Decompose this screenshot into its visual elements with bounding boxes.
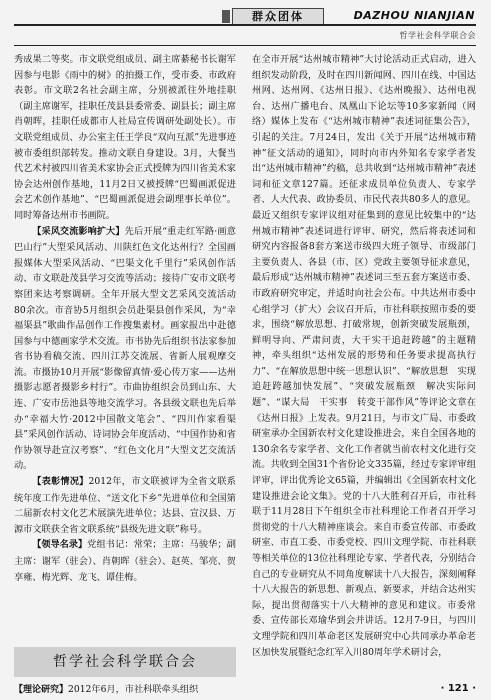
theory-research-line [14,683,236,697]
header-rule-top [14,24,476,26]
section-banner: 哲学社会科学联合会 [14,647,236,677]
awards-text: 2012年，市文联被评为全省文联系统年度工作先进单位、“送文化下乡”先进单位和全国第二届新农村文化艺术展演先进单位；达县、宣汉县、万源市文联获全省文联系统“县级先进文联”称号。 [14,476,236,535]
section-tab: 群众团体 [232,8,324,26]
leaders-text: 党组书记：常荣；主席：马骏华；副主席：谢军（驻会）、肖朝晖（驻会）、赵英、邹亮、贺享雍、梅光辉、龙飞、谭佳梅。 [14,539,236,583]
left-column [14,52,236,642]
exchange-text: 先后开展“重走红军路·画意巴山行”大型采风活动、川陕红色文化达州行？全国画报媒体大型采风活动、“巴渠文化千里行”采风创作活动、市文联赴茂县学习交流等活动；接待广安市文联考察团来达考察调研。全年开展大型文艺采风交流活动80余次。市音协5月组织会员赴渠县创作采风，为“幸福渠县”歌曲作品创作工作搜集素材。画家报出中赴德国参与中德画家学术交流。市书协先后组织书法家参加省书协看稿交流、四川江苏交流展、省新人展观摩交流。市摄协10月开展“影像留真情·爱心传万家——达州摄影志愿者摄影乡村行”。市曲协组织会员到山东、大连、广安市岳池县等地交流学习。各县级文联也先后举办“幸福大竹·2012中国散文笔会”、“四川作家看渠县”采风创作活动、诗词协会年度活动、“中国作协和省作协领导赴宣汉考察”、“红色文化月”大型文艺交流活动。 [14,225,236,472]
left-paragraph-4 [14,537,236,585]
journal-title: DAZHOU NIANJIAN [353,9,475,22]
section-label-awards: 【表彰情况】 [32,477,89,488]
section-label-leaders: 【领导名录】 [32,540,88,551]
page-number: · 121 · [440,683,476,694]
left-paragraph-3 [14,474,236,537]
theory-text: 2012年6月，市社科联牵头组织 [68,684,199,695]
section-tab-marker [222,10,230,23]
left-paragraph-2 [14,224,236,475]
section-label-theory: 【理论研究】 [14,685,69,695]
right-paragraph: 在全市开展“达州城市精神”大讨论活动正式启动，进入组织发动阶段，及时在四川新闻网、四川在线、中国达州网、达州网、《达州日报》、《达州晚报》、达州电视台、达州广播电台、凤凰山下论坛等10多家新闻（网络）媒体上发布《“达州城市精神”表述词征集公告》，引起的关注。7月24日，发出《关于开展“达州城市精神”征文活动的通知》，同时向市内外知名专家学者发出“达州城市精神”约稿，总共收到“达州城市精神”表述词和征文章127篇。还征求成员单位负责人、专家学者、人大代表、政协委员、市民代表共80多人的意见。最近又组织专家评议组对征集到的意见比较集中的“达州城市精神”表述词进行评审、研究，然后将表述词和研究内容报备8套方案送市级四大班子领导、市级部门主要负责人、各县（市、区）党政主要领导征求意见，最后形成“达州城市精神”表述词三至五套方案送市委、市政府研究审定，并适时向社会公布。中共达州市委中心组学习（扩大）会议召开后，市社科联按照市委的要求，围绕“解放思想、打破常规，创新突破发展瓶颈，鲜明导向、严肃问责，大干实干追赶跨越”的主题精神，牵头组织“达州发展的形势和任务要求提高执行力”、“在解放思想中统一思想认识”、“解放思想 实现追赶跨越加快发展”、“突破发展瓶颈 解决实际问题”、“谋大局 干实事 转变干部作风”等评论文章在《达州日报》上发表。9月21日，与市文广局、市委政研室承办全国新农村文化建设推进会，来自全国各地的130余名专家学者、文化工作者就当前农村文化进行交流。共收到全国31个省份论文335篇，经过专家评审组评审，评出优秀论文65篇，并编辑出《全国新农村文化建设推进会论文集》。党的十八大胜利召开后，市社科联于11月28日下午组织全市社科理论工作者召开学习贯彻党的十八大精神座谈会。来自市委宣传部、市委政研室、市直工委、市委党校、四川文理学院、市社科联等相关单位的13位社科理论专家、学者代表，分别结合自己的专业研究从不同角度解读十八大报告，深刻阐释十八大报告的新思想、新观点、新要求，并结合达州实际，提出贯彻落实十八大精神的意见和建议。市委常委、宣传部长邓瑜华到会并讲话。12月7-9日，与四川文理学院和四川革命老区发展研究中心共同承办革命老区加快发展暨纪念红军入川80周年学术研讨会， [252,54,476,658]
right-column [252,52,476,692]
left-paragraph-1: 秀成果二等奖。市文联党组成员、副主席綦秘书长谢军因参与电影《雨中的树》的拍摄工作，受市委、市政府表彰。市文联2名社会副主席，分别被派往外地挂职（副主席谢军，挂职任茂县县委常委、副县长；副主席肖朝晖，挂职任成都市人社局宣传调研处副处长）。市文联党组成员、办公室主任王学良“双向互派”先进事迹被市委组织部转发。推动文联自身建设。3月，大餐当代艺术村被四川省美术家协会正式授牌为四川省美术家协会达州创作基地，11月2日又被授牌“巴蜀画派促进会艺术创作基地”、“巴蜀画派促进会副理事长单位”。同时筹备达州市书画院。 [14,54,236,221]
running-subhead: 哲学社会科学联合会 [399,31,476,40]
section-label-exchange: 【采风交流影响扩大】 [32,226,125,237]
header-rule-bottom [14,45,476,46]
